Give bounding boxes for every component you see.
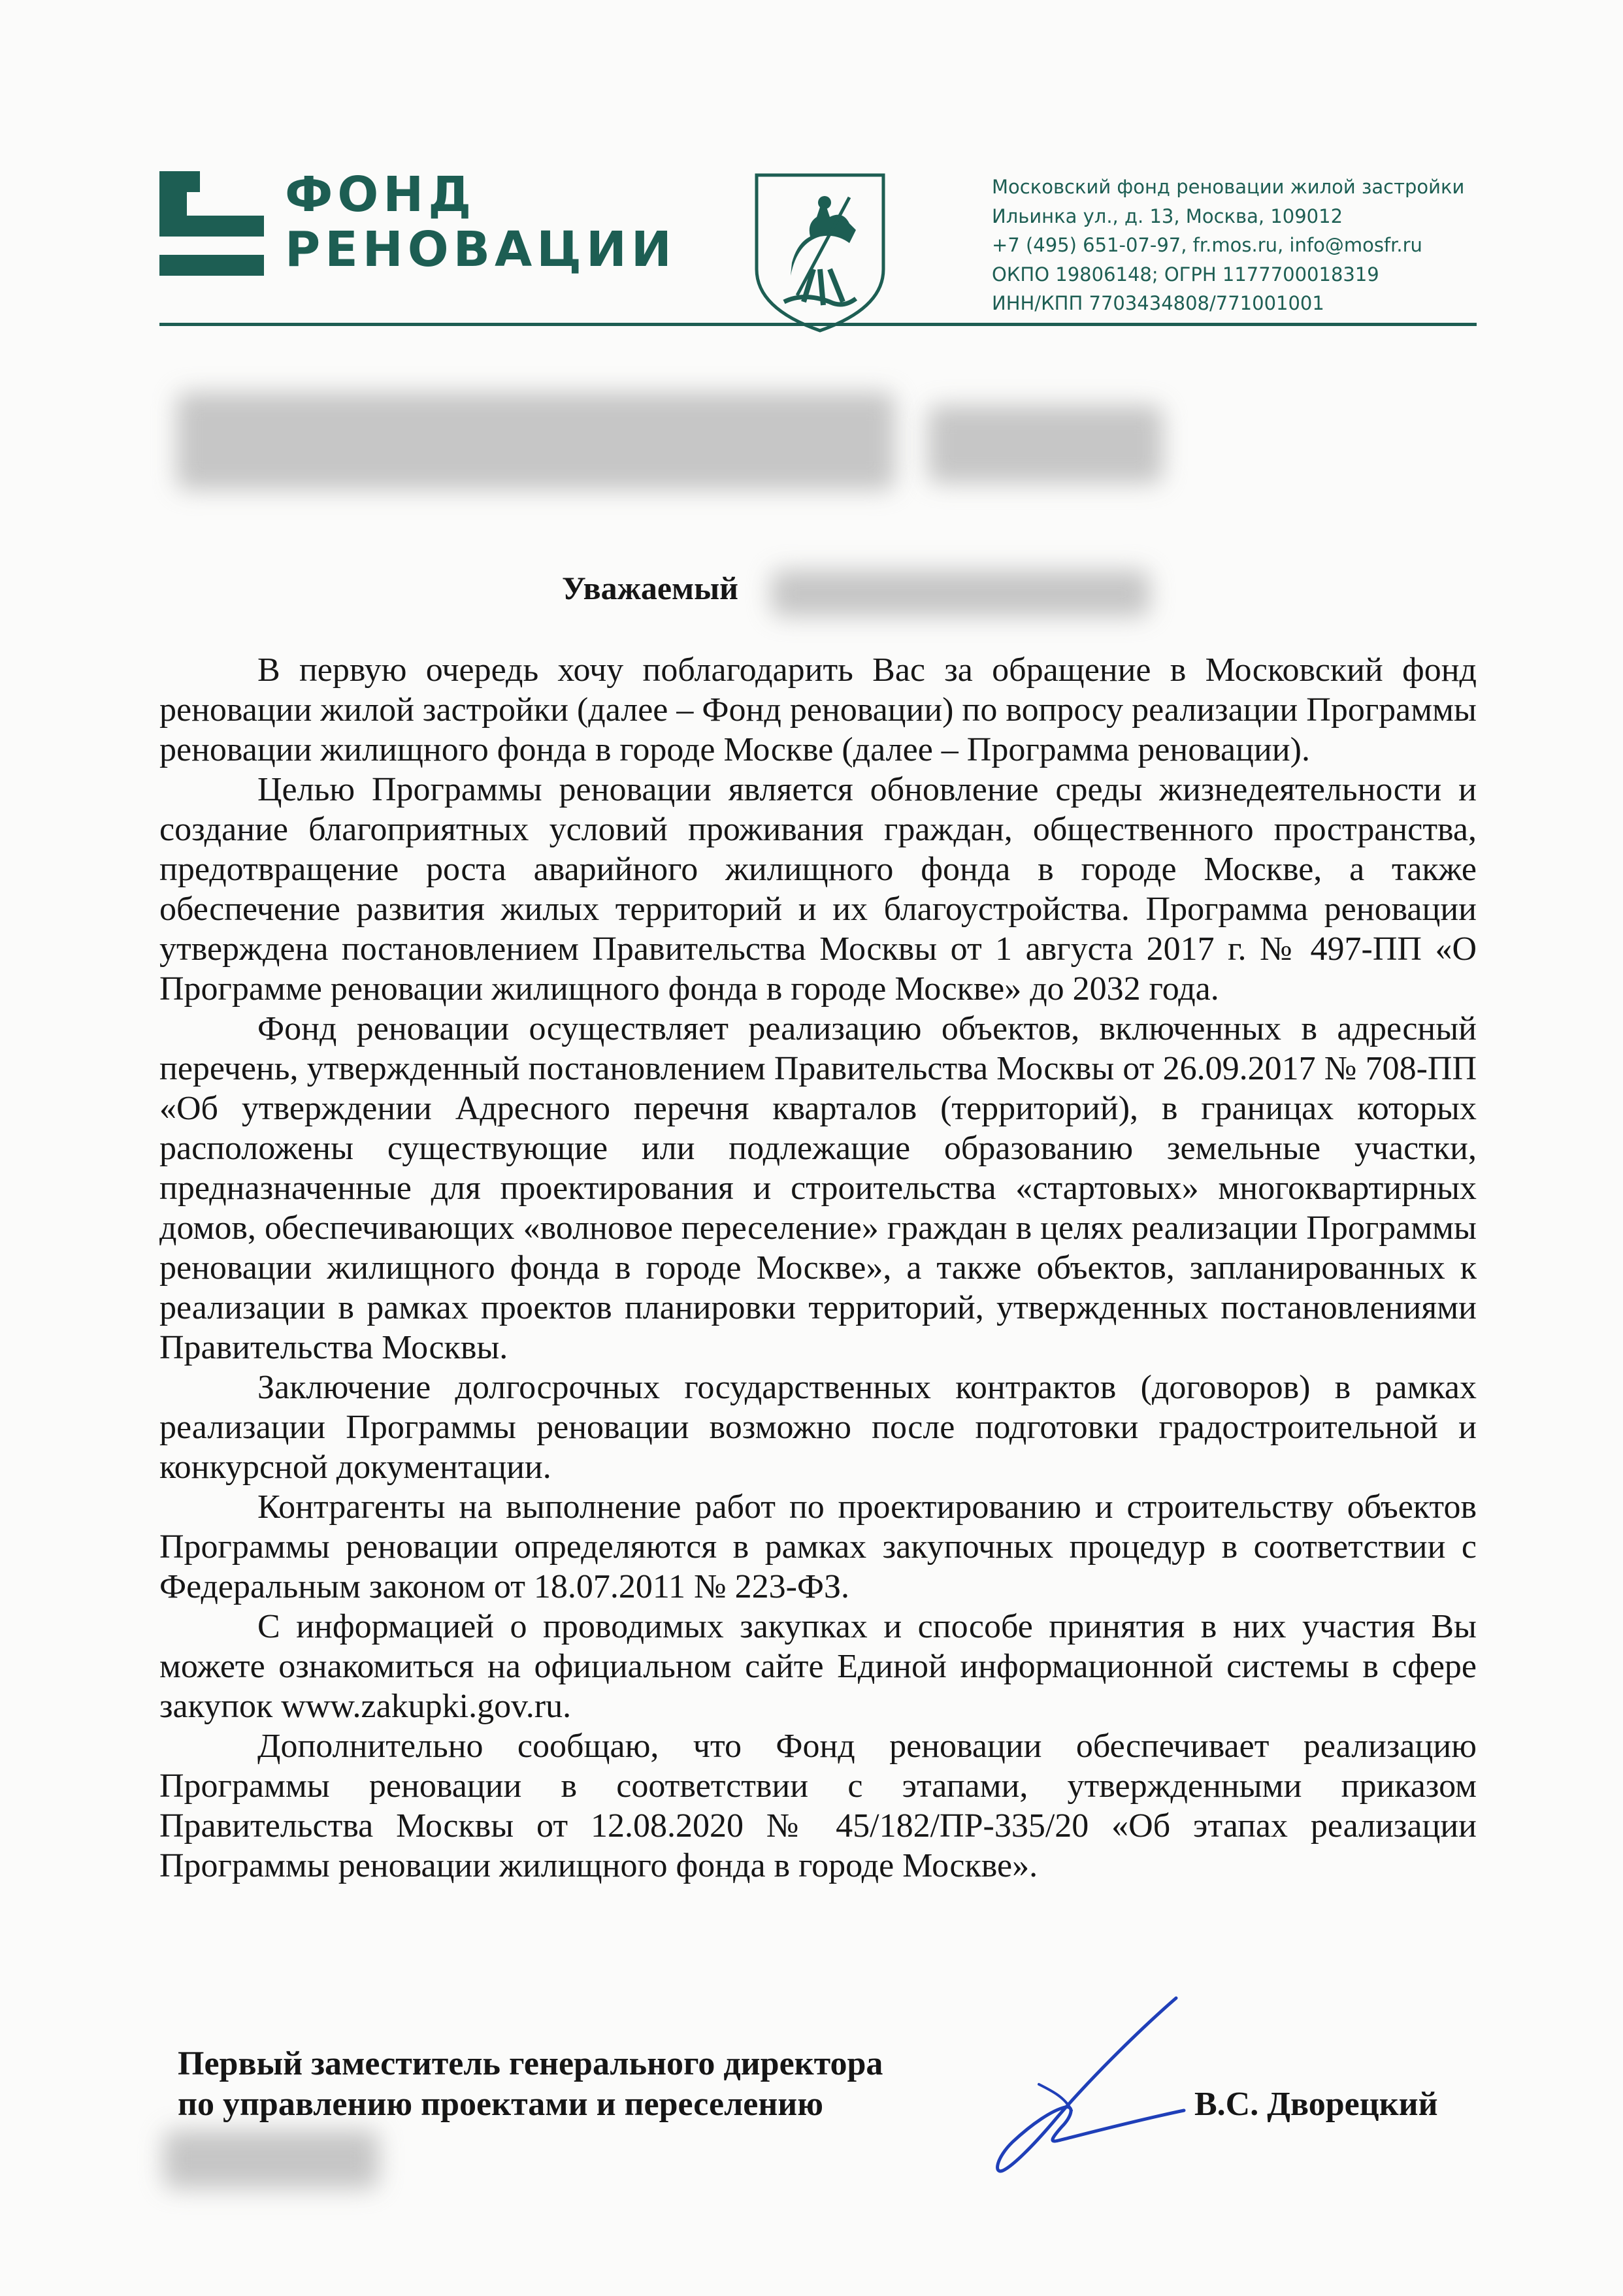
organization-details: [992, 172, 1464, 318]
fund-logo-icon: [159, 171, 264, 276]
paragraph-4: Заключение долгосрочных государственных контрактов (договоров) в рамках реализации Программы реновации возможно после подготовки градостроительной и конкурсной документации.: [159, 1369, 1477, 1486]
signatory-title: [178, 2044, 883, 2125]
logo-line-2: РЕНОВАЦИИ: [285, 221, 676, 278]
org-address: Ильинка ул., д. 13, Москва, 109012: [992, 205, 1343, 227]
redacted-recipient-aside: [928, 405, 1163, 484]
paragraph-5: Контрагенты на выполнение работ по проектированию и строительству объектов Программы реновации определяются в рамках закупочных процедур в соответствии с Федеральным законом от 18.07.2011 № 223-ФЗ.: [159, 1488, 1477, 1605]
logo-line-1: ФОНД: [285, 167, 476, 223]
org-okpo-ogrn: ОКПО 19806148; ОГРН 1177700018319: [992, 263, 1379, 286]
fund-logo-text: [285, 167, 676, 277]
handwritten-signature-icon: [941, 1986, 1189, 2182]
redacted-executor: [163, 2130, 379, 2189]
paragraph-3: Фонд реновации осуществляет реализацию объектов, включенных в адресный перечень, утвержденный постановлением Правительства Москвы от 26.09.2017 № 708-ПП «Об утверждении Адресного перечня кварталов (территорий), в границах которых расположены существующие или подлежащие образованию земельные участки, предназначенные для проектирования и строительства «стартовых» многоквартирных домов, обеспечивающих «волновое переселение» граждан в целях реализации Программы реновации жилищного фонда в городе Москве», а также объектов, запланированных к реализации в рамках проектов планировки территорий, утвержденных постановлениями Правительства Москвы.: [159, 1010, 1477, 1366]
paragraph-2: Целью Программы реновации является обновление среды жизнедеятельности и создание благоприятных условий проживания граждан, общественного пространства, предотвращение роста аварийного жилищного фонда в городе Москве, а также обеспечение развития жилых территорий и их благоустройства. Программа реновации утверждена постановлением Правительства Москвы от 1 августа 2017 г. № 497-ПП «О Программе реновации жилищного фонда в городе Москве» до 2032 года.: [159, 771, 1477, 1008]
paragraph-7: Дополнительно сообщаю, что Фонд реновации обеспечивает реализацию Программы реновации в соответствии с этапами, утвержденными приказом Правительства Москвы от 12.08.2020 № 45/182/ПР-335/20 «Об этапах реализации Программы реновации жилищного фонда в городе Москве».: [159, 1728, 1477, 1884]
salutation: Уважаемый: [562, 570, 738, 606]
org-contacts: +7 (495) 651-07-97, fr.mos.ru, info@mosfr.ru: [992, 234, 1422, 256]
fund-logo: [159, 167, 676, 282]
org-name: Московский фонд реновации жилой застройки: [992, 176, 1465, 198]
signatory-name: В.С. Дворецкий: [1194, 2086, 1438, 2123]
letter-body: [159, 650, 1477, 1886]
redacted-recipient: [176, 392, 895, 490]
org-inn-kpp: ИНН/КПП 7703434808/771001001: [992, 292, 1324, 314]
redacted-name: [771, 570, 1150, 617]
header-divider: [159, 323, 1477, 326]
signatory-title-line-1: Первый заместитель генерального директора: [178, 2045, 883, 2082]
paragraph-6: С информацией о проводимых закупках и способе принятия в них участия Вы можете ознакомиться на официальном сайте Единой информационной системы в сфере закупок www.zakupki.gov.ru.: [159, 1608, 1477, 1725]
paragraph-1: В первую очередь хочу поблагодарить Вас за обращение в Московский фонд реновации жилой застройки (далее – Фонд реновации) по вопросу реализации Программы реновации жилищного фонда в городе Москве (далее – Программа реновации).: [159, 651, 1477, 768]
moscow-coat-of-arms-icon: [751, 171, 889, 335]
signatory-title-line-2: по управлению проектами и переселению: [178, 2086, 823, 2123]
